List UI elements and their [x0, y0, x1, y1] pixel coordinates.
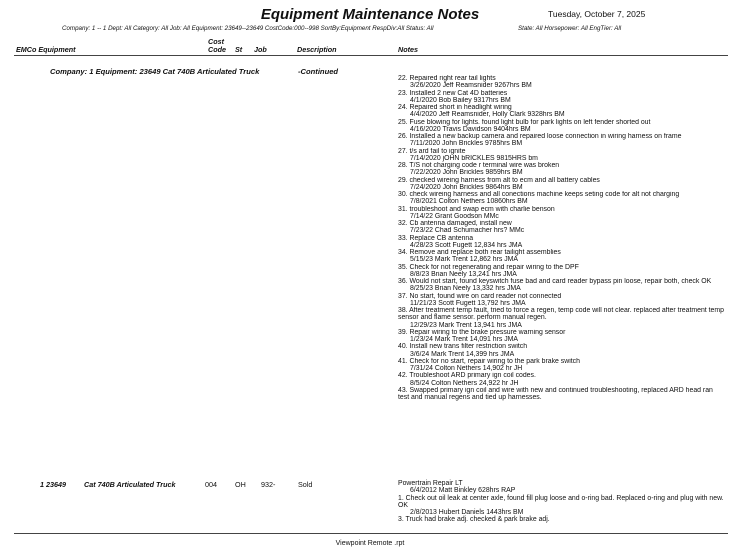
note-text: 38. After treatment temp fault, tried to force a regen, temp code will not clear. replaced after treatment temp sensor and flame sensor. perform manual regen.	[398, 307, 724, 322]
note-text: 27. t/s ard fail to ignite	[398, 147, 466, 155]
note-entry-meta: 7/8/2021 Colton Nethers 10860hrs BM	[410, 198, 528, 206]
note-entry-meta: 6/4/2012 Matt Binkley 628hrs RAP	[410, 487, 516, 495]
note-entry-meta: 8/5/24 Colton Nethers 24,922 hr JH	[410, 379, 519, 387]
note-entry-meta: 8/8/23 Brian Neely 13,241 hrs JMA	[410, 270, 517, 278]
row-description: Sold	[298, 480, 313, 489]
note-text: 23. Installed 2 new Cat 4D batteries	[398, 89, 508, 97]
note-entry-meta: 11/21/23 Scott Fugett 13,792 hrs JMA	[410, 299, 526, 307]
group-heading: Company: 1 Equipment: 23649 Cat 740B Articulated Truck	[50, 67, 260, 76]
note-entry-meta: 7/14/2020 jOHN bRICKLES 9815HRS bm	[410, 154, 538, 162]
col-st: St	[235, 45, 243, 54]
note-text: Powertrain Repair LT	[398, 480, 463, 487]
report-footer: Viewpoint Remote .rpt	[335, 540, 405, 547]
note-text: 3. Truck had brake adj. checked & park brake adj.	[398, 516, 550, 524]
note-entry-meta: 7/22/2020 John Brickles 9859hrs BM	[410, 169, 523, 177]
report-filters: Company: 1 -- 1 Dept: All Category: All Job: All Equipment: 23649--23649 CostCode:000--998 SortBy:Equipment RespDiv:All Status: All	[62, 25, 434, 32]
col-cost-line2: Code	[208, 45, 226, 54]
note-entry-meta: 7/11/2020 John Brickles 9785hrs BM	[410, 140, 523, 148]
report-title: Equipment Maintenance Notes	[260, 6, 480, 23]
note-entry-meta: 2/8/2013 Hubert Daniels 1443hrs BM	[410, 509, 524, 516]
note-text: 31. troubleshoot and swap ecm with charlie benson	[398, 205, 555, 213]
note-text: 36. Would not start, found keyswitch fuse bad and card reader bypass pin loose, repair both, check OK	[398, 278, 712, 285]
note-text: 43. Swapped primary ign coil and wire with new and continued troubleshooting, replaced ARD head ran test and manual regens and tied up harnesses.	[398, 386, 713, 401]
note-text: 32. Cb antenna damaged, install new	[398, 220, 512, 227]
row-status: OH	[235, 480, 246, 489]
note-text: 1. Check out oil leak at center axle, found fill plug loose and o-ring bad. Replaced o-ring and plug with new. OK	[398, 494, 724, 509]
note-entry-meta: 7/23/22 Chad Schumacher hrs? MMc	[410, 227, 525, 235]
note-text: 40. Install new trans filter restriction switch	[398, 343, 528, 351]
row-cost-code: 004	[205, 480, 217, 489]
note-entry-meta: 4/16/2020 Travis Davidson 9404hrs BM	[410, 125, 531, 133]
row-equipment: Cat 740B Articulated Truck	[84, 480, 176, 489]
note-entry-meta: 12/29/23 Mark Trent 13,941 hrs JMA	[410, 321, 522, 329]
note-entry-meta: 7/24/2020 John Brickles 9864hrs BM	[410, 183, 523, 191]
header-divider	[14, 55, 728, 56]
note-entry-meta: 5/15/23 Mark Trent 12,862 hrs JMA	[410, 256, 519, 264]
row-job: 932-	[261, 480, 276, 489]
note-text: 22. Repaired right rear tail lights	[398, 75, 496, 82]
note-text: 33. Replace CB antenna	[398, 234, 474, 242]
note-entry-meta: 8/25/23 Brian Neely 13,332 hrs JMA	[410, 285, 521, 293]
col-description: Description	[297, 45, 337, 54]
note-text: 41. Check for no start, repair wiring to the park brake switch	[398, 357, 580, 365]
col-emco-equipment: EMCo Equipment	[16, 45, 76, 54]
footer-divider	[14, 533, 728, 534]
note-text: 42. Troubleshoot ARD primary ign coil codes.	[398, 372, 536, 380]
note-entry-meta: 3/26/2020 Jeff Reamsnider 9267hrs BM	[410, 82, 532, 90]
note-text: 25. Fuse blowing for lights. found light bulb for park lights on left fender shorted out	[398, 118, 651, 126]
report-date: Tuesday, October 7, 2025	[548, 9, 646, 19]
note-text: 28. T/S not charging code r terminal wire was broken	[398, 162, 560, 169]
note-entry-meta: 4/4/2020 Jeff Reamsnider, Holly Clark 9328hrs BM	[410, 111, 565, 119]
note-text: 26. Installed a new backup camera and repaired loose connection in wiring harness on frame	[398, 133, 682, 140]
col-notes: Notes	[398, 45, 418, 54]
note-text: 24. Repaired short in headlight wiring	[398, 104, 512, 111]
note-text: 37. No start, found wire on card reader not connected	[398, 292, 562, 300]
note-entry-meta: 4/28/23 Scott Fugett 12,834 hrs JMA	[410, 241, 523, 249]
continued-notes	[398, 75, 724, 401]
col-cost-line1: Cost	[208, 37, 224, 46]
equipment-notes	[398, 480, 724, 524]
note-text: 30. check wireing harness and all conections machine keeps seting code for alt not charging	[398, 191, 680, 198]
note-text: 39. Repair wiring to the brake pressure warning sensor	[398, 328, 566, 336]
note-entry-meta: 1/23/24 Mark Trent 14,091 hrs JMA	[410, 336, 519, 343]
note-entry-meta: 4/1/2020 Bob Bailey 9317hrs BM	[410, 96, 511, 104]
report-filters-right: State: All Horsepower: All EngTier: All	[518, 25, 622, 32]
row-emco: 1 23649	[40, 480, 66, 489]
note-text: 35. Check for not regenerating and repair wiring to the DPF	[398, 263, 579, 271]
note-text: 34. Remove and replace both rear tailight assemblies	[398, 249, 561, 256]
note-text: 29. checked wireing harness from alt to ecm and all battery cables	[398, 176, 600, 184]
group-continued: -Continued	[298, 67, 339, 76]
col-job: Job	[254, 45, 267, 54]
note-entry-meta: 7/14/22 Grant Goodson MMc	[410, 212, 499, 220]
note-entry-meta: 3/6/24 Mark Trent 14,399 hrs JMA	[410, 350, 515, 358]
note-entry-meta: 7/31/24 Colton Nethers 14,902 hr JH	[410, 365, 523, 372]
